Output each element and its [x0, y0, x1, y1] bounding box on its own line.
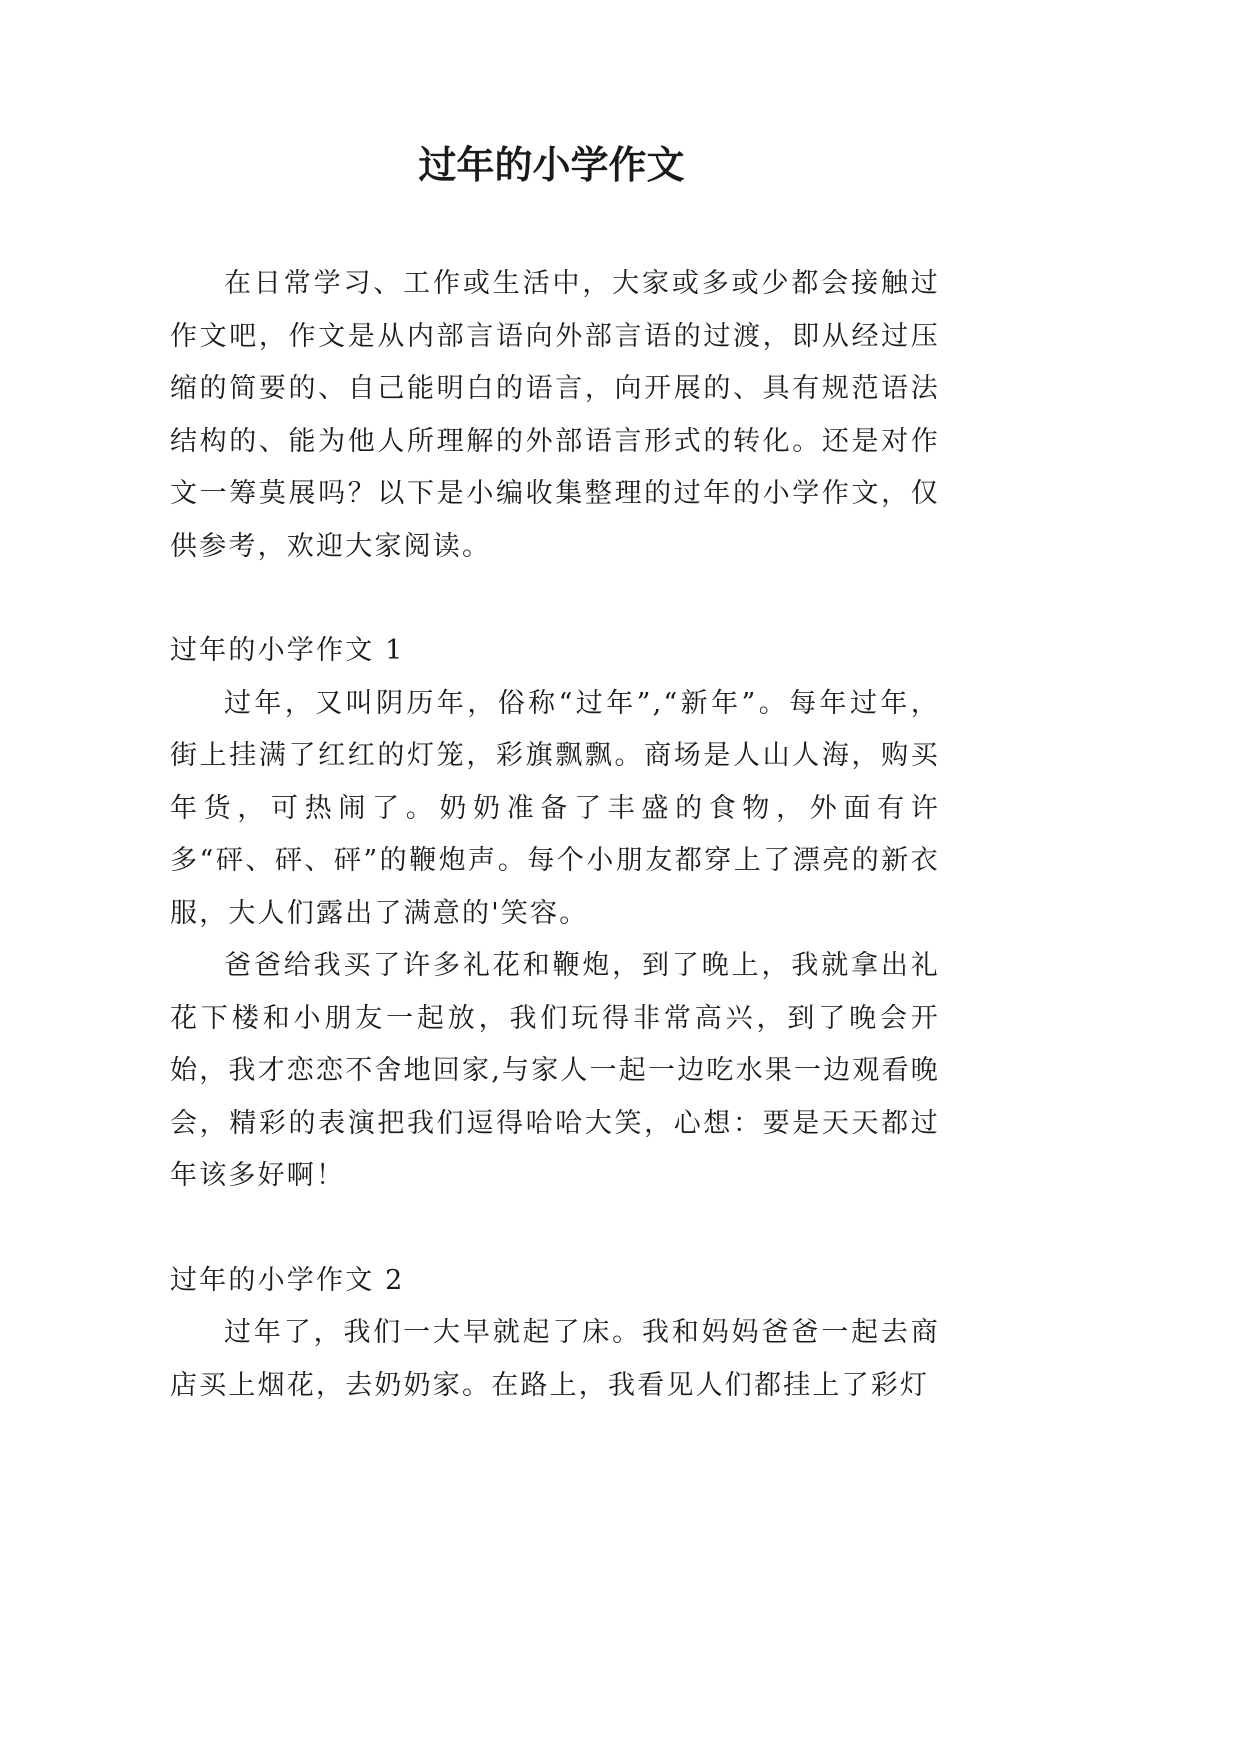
section-1-paragraph-2: 爸爸给我买了许多礼花和鞭炮，到了晚上，我就拿出礼花下楼和小朋友一起放，我们玩得非常高兴，到了晚会开始，我才恋恋不舍地回家,与家人一起一边吃水果一边观看晚会，精彩的表演把我们逗得哈哈大笑，心想：要是天天都过年该多好啊！	[170, 950, 940, 1191]
section-2-paragraph-1: 过年了，我们一大早就起了床。我和妈妈爸爸一起去商店买上烟花，去奶奶家。在路上，我看见人们都挂上了彩灯	[170, 1317, 940, 1401]
section-heading-2: 过年的小学作文 2	[170, 1264, 405, 1296]
document-title: 过年的小学作文	[418, 142, 685, 187]
section-1-paragraph-1: 过年，又叫阴历年，俗称“过年”,“新年”。每年过年，街上挂满了红红的灯笼，彩旗飘飘。商场是人山人海，购买年货，可热闹了。奶奶准备了丰盛的食物，外面有许多“砰、砰、砰”的鞭炮声。每个小朋友都穿上了漂亮的新衣服，大人们露出了满意的'笑容。	[170, 687, 940, 929]
section-spacer	[170, 1203, 940, 1255]
section-spacer	[170, 573, 940, 625]
section-heading-1: 过年的小学作文 1	[170, 635, 405, 666]
intro-paragraph: 在日常学习、工作或生活中，大家或多或少都会接触过作文吧，作文是从内部言语向外部言语的过渡，即从经过压缩的简要的、自己能明白的语言，向开展的、具有规范语法结构的、能为他人所理解的外部语言形式的转化。还是对作文一筹莫展吗？以下是小编收集整理的过年的小学作文，仅供参考，欢迎大家阅读。	[170, 268, 940, 562]
document-body	[170, 258, 940, 1412]
